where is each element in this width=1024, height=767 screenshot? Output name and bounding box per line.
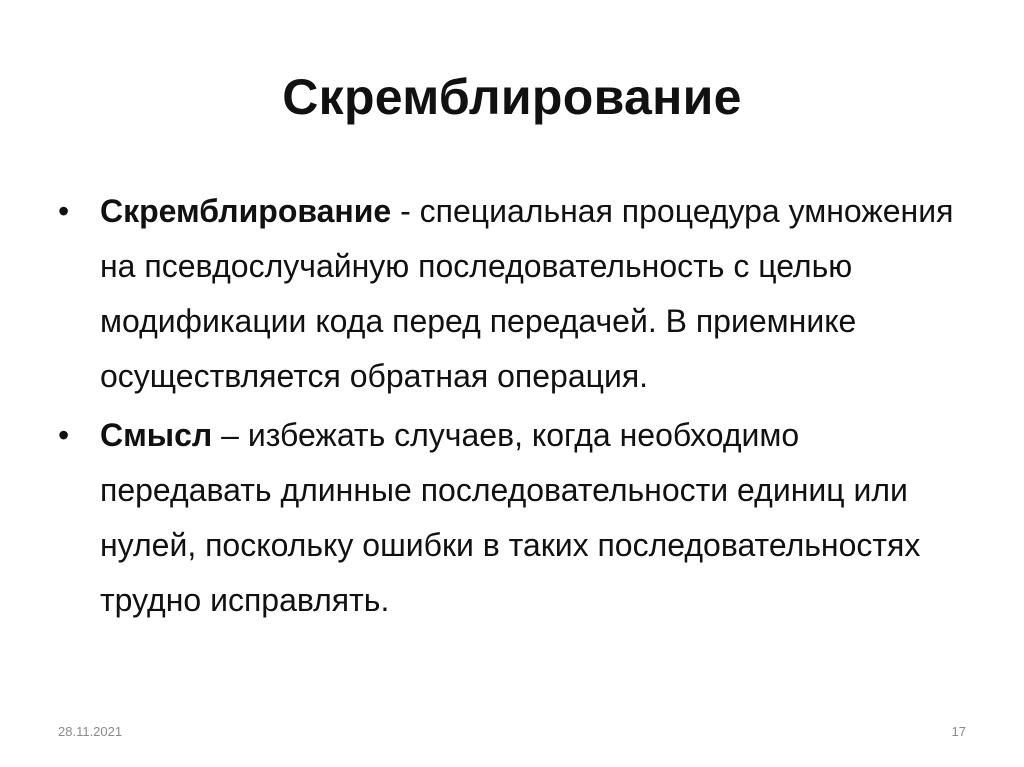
footer-date: 28.11.2021 [58,724,123,739]
slide-content [58,184,958,632]
bullet-icon: • [58,417,70,453]
bullet-text: - специальная процедура умножения на псевдослучайную последовательность с целью модификации кода перед передачей. В приемнике осуществляется обратная операция. [100,193,954,394]
bullet-icon: • [58,193,70,229]
bullet-item [58,408,958,628]
bullet-item [58,184,958,404]
bullet-text: – избежать случаев, когда необходимо передавать длинные последовательности единиц или нулей, поскольку ошибки в таких последовательностях трудно исправлять. [100,417,921,618]
slide-title: Скремблирование [282,69,742,125]
bullet-term: Скремблирование [100,193,392,229]
bullet-term: Смысл [100,417,213,453]
page-number: 17 [951,724,966,739]
